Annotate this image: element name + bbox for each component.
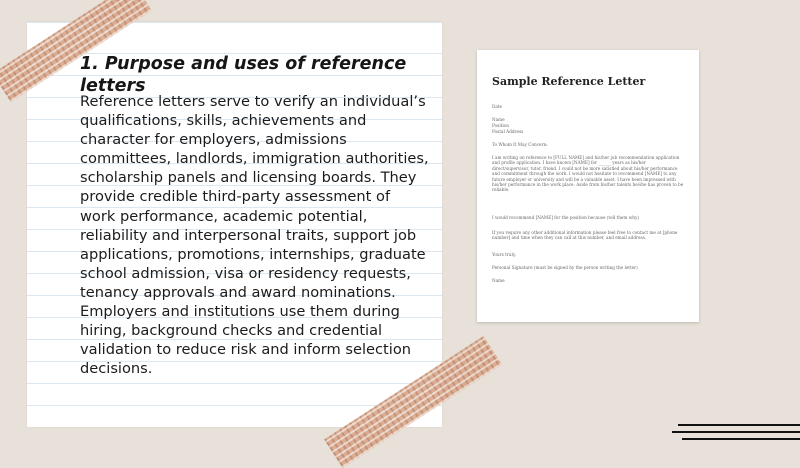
letter-address: Postal Address bbox=[492, 129, 524, 134]
letter-closing: Yours truly, bbox=[492, 252, 516, 257]
letter-date: Date bbox=[492, 104, 503, 109]
letter-paragraph-1: I am writing on reference to [FULL NAME] and his/her job recommendation application and profile application. I have known [NAME] for ______ years as his/her direct/supervisor, tutor, friend. I could not be more satisfied about his/her performance and commitment through the work. I would not hesitate to recommend [NAME] to any future employer or university and will be a valuable asset. I have been impressed with his/her performance in the work place. Aside from his/her talents he/she has proven to be reliable. bbox=[492, 155, 684, 193]
letter-salutation: To Whom It May Concern: bbox=[492, 142, 548, 147]
stripe-line bbox=[672, 431, 800, 433]
letter-signer-name: Name bbox=[492, 278, 505, 283]
sample-letter-title: Sample Reference Letter bbox=[492, 75, 646, 88]
letter-position: Position bbox=[492, 123, 509, 128]
stripe-line bbox=[682, 438, 800, 440]
letter-signature: Personal Signature (must be signed by the person writing the letter) bbox=[492, 265, 638, 270]
sample-letter-image bbox=[477, 50, 699, 322]
letter-paragraph-3: If you require any other additional information please feel free to contact me at [phone number] and time when they can call at this number, and email address. bbox=[492, 230, 678, 241]
slide-heading: 1. Purpose and uses of reference letters bbox=[80, 54, 407, 96]
letter-name: Name bbox=[492, 117, 505, 122]
letter-paragraph-2: I would recommend [NAME] for the position because (tell them why) bbox=[492, 215, 639, 220]
slide-body-text: Reference letters serve to verify an individual’s qualifications, skills, achievements and character for employers, admissions committees, landlords, immigration authorities, scholarship panels and licensing boards. They provide credible third-party assessment of work performance, academic potential, reliability and interpersonal traits, support job applications, promotions, internships, graduate school admission, visa or residency requests, tenancy approvals and award nominations. Employers and institutions use them during hiring, background checks and credential validation to reduce risk and inform selection decisions. bbox=[80, 93, 429, 378]
stripe-line bbox=[678, 424, 800, 426]
